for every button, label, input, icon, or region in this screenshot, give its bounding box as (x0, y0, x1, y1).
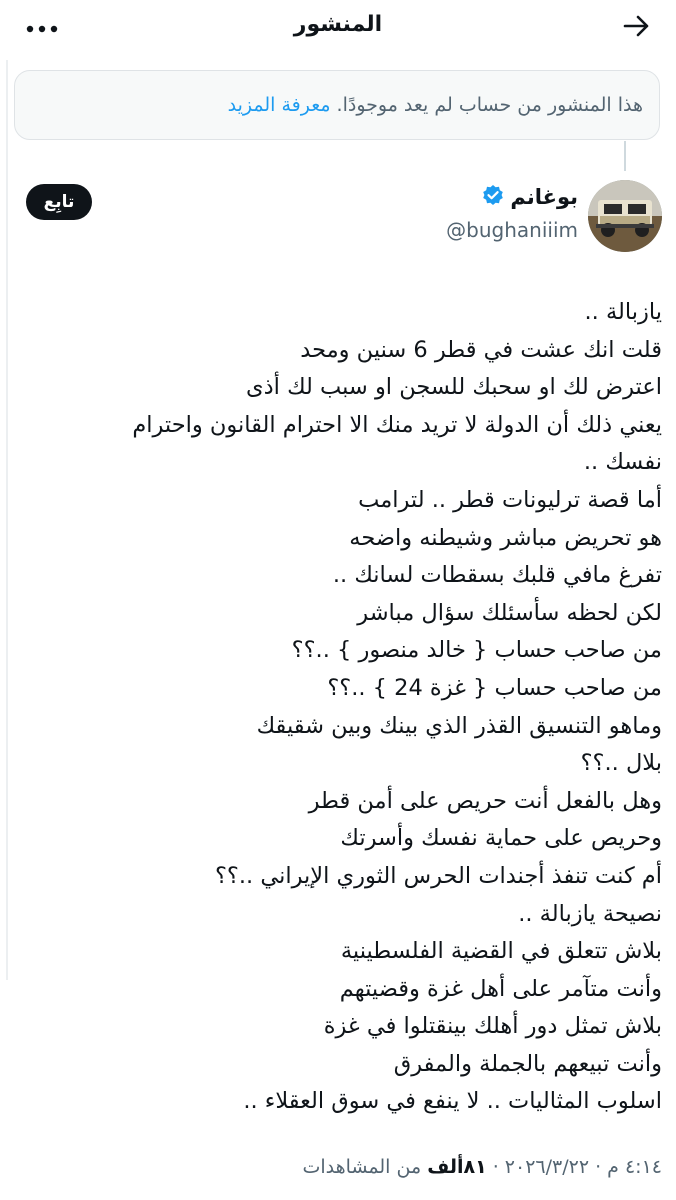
avatar[interactable] (588, 180, 662, 252)
post-line: وماهو التنسيق القذر الذي بينك وبين شقيقك (256, 712, 662, 739)
post-line: وحريص على حماية نفسك وأسرتك (340, 825, 662, 852)
post-line: بلاش تمثل دور أهلك بينقتلوا في غزة (323, 1013, 662, 1040)
views-label: من المشاهدات (302, 1156, 428, 1178)
learn-more-link[interactable]: معرفة المزيد (227, 94, 331, 116)
post-line: تفرغ مافي قلبك بسقطات لسانك .. (332, 562, 662, 589)
post-line: لكن لحظه سأسئلك سؤال مباشر (357, 599, 662, 626)
post-line: أم كنت تنفذ أجندات الحرس الثوري الإيراني ..؟؟ (214, 862, 662, 889)
page-title: المنشور (293, 12, 383, 37)
post-metadata (303, 1156, 662, 1178)
post-line: اسلوب المثاليات .. لا ينفع في سوق العقلاء .. (243, 1088, 662, 1115)
unavailable-post-notice (14, 70, 660, 140)
post-line: من صاحب حساب { غزة 24 } ..؟؟ (327, 674, 662, 701)
author-name-row[interactable] (482, 184, 578, 210)
thread-connector-line (624, 141, 626, 171)
post-text (22, 294, 662, 1121)
post-line: اعترض لك او سحبك للسجن او سبب لك أذى (246, 374, 662, 401)
post-line: أما قصة ترليونات قطر .. لترامب (358, 486, 662, 513)
verified-badge-icon (482, 184, 504, 210)
post-line: وأنت متآمر على أهل غزة وقضيتهم (339, 975, 662, 1002)
more-button[interactable] (22, 10, 62, 46)
post-line: بلال ..؟؟ (580, 750, 662, 777)
post-line: يازبالة .. (584, 299, 662, 325)
notice-text: هذا المنشور من حساب لم يعد موجودًا. (336, 94, 643, 116)
post-line: هو تحريض مباشر وشيطنه واضحه (349, 524, 662, 551)
post-timestamp[interactable]: ٤:١٤ م · ٢٠٢٦/٣/٢٢ · (486, 1156, 662, 1178)
author-name[interactable]: بوغانم (510, 185, 578, 209)
post-line: بلاش تتعلق في القضية الفلسطينية (340, 938, 662, 965)
follow-button[interactable]: تابِع (26, 184, 92, 220)
more-dots-icon (25, 19, 59, 38)
post-line: يعني ذلك أن الدولة لا تريد منك الا احترام القانون واحترام (132, 411, 662, 438)
post-line: نفسك .. (583, 449, 662, 476)
post-line: من صاحب حساب { خالد منصور } ..؟؟ (291, 637, 662, 664)
post-line: قلت انك عشت في قطر 6 سنين ومحد (300, 336, 662, 363)
post-line: نصيحة يازبالة .. (518, 900, 662, 927)
post-line: وأنت تبيعهم بالجملة والمفرق (393, 1050, 662, 1077)
top-bar (0, 0, 676, 56)
post-line: وهل بالفعل أنت حريص على أمن قطر (308, 787, 662, 814)
scroll-divider (6, 60, 8, 980)
author-handle[interactable]: @bughaniiim (446, 218, 578, 242)
views-count: ٨١ألف (427, 1156, 487, 1178)
